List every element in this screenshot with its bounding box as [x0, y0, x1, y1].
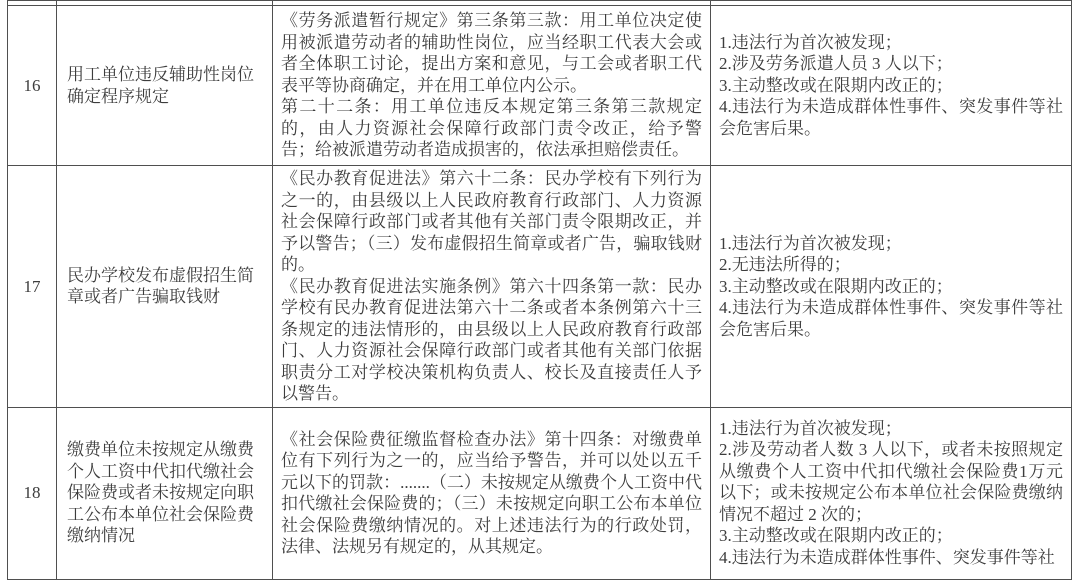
condition-item: 3.主动整改或在限期内改正的；: [719, 526, 953, 546]
table-row: [8, 407, 1072, 579]
condition-item: 1.违法行为首次被发现；: [719, 32, 902, 52]
legal-basis-paragraph: 《民办教育促进法》第六十二条：民办学校有下列行为之一的，由县级以上人民政府教育行政部门、人力资源社会保障行政部门或者其他有关部门责令限期改正，并予以警告；（三）发布虚假招生简章或者广告，骗取钱财的。: [281, 169, 702, 274]
legal-basis-cell: [273, 407, 711, 579]
table-row: [8, 6, 1072, 166]
violation-cell: 用工单位违反辅助性岗位确定程序规定: [57, 6, 273, 166]
row-number-cell: 16: [8, 6, 57, 166]
table-row: [8, 166, 1072, 408]
legal-basis-cell: [273, 6, 711, 166]
condition-item: 3.主动整改或在限期内改正的；: [719, 75, 953, 95]
condition-item: 4.违法行为未造成群体性事件、突发事件等社: [719, 547, 1055, 567]
condition-item: 2.无违法所得的；: [719, 255, 851, 274]
row-number-cell: 18: [8, 407, 57, 579]
legal-basis-cell: [273, 166, 711, 408]
violation-cell: 民办学校发布虚假招生简章或者广告骗取钱财: [57, 166, 273, 408]
legal-basis-paragraph: 《社会保险费征缴监督检查办法》第十四条：对缴费单位有下列行为之一的，应当给予警告，并可以处以五千元以下的罚款：.......（二）未按规定从缴费个人工资中代扣代缴社会保险费的；（三）未按规定向职工公布本单位社会保险费缴纳情况的。对上述违法行为的行政处罚，法律、法规另有规定的，从其规定。: [281, 429, 702, 556]
condition-item: 4.违法行为未造成群体性事件、突发事件等社会危害后果。: [719, 97, 1063, 138]
row-number-cell: 17: [8, 166, 57, 408]
conditions-cell: [711, 407, 1072, 579]
condition-item: 2.涉及劳动者人数 3 人以下，或者未按照规定从缴费个人工资中代扣代缴社会保险费1万元以下；或未按规定公布本单位社会保险费缴纳情况不超过 2 次的；: [719, 440, 1063, 524]
penalty-table: [7, 0, 1072, 580]
violation-cell: 缴费单位未按规定从缴费个人工资中代扣代缴社会保险费或者未按规定向职工公布本单位社会保险费缴纳情况: [57, 407, 273, 579]
condition-item: 1.违法行为首次被发现；: [719, 233, 902, 253]
condition-item: 2.涉及劳务派遣人员 3 人以下；: [719, 54, 953, 74]
legal-basis-paragraph: 第二十二条：用工单位违反本规定第三条第三款规定的，由人力资源社会保障行政部门责令改正，给予警告；给被派遣劳动者造成损害的，依法承担赔偿责任。: [281, 97, 702, 160]
condition-item: 1.违法行为首次被发现；: [719, 418, 902, 438]
condition-item: 3.主动整改或在限期内改正的；: [719, 276, 953, 296]
conditions-cell: [711, 6, 1072, 166]
condition-item: 4.违法行为未造成群体性事件、突发事件等社会危害后果。: [719, 298, 1063, 339]
legal-basis-paragraph: 《劳务派遣暂行规定》第三条第三款：用工单位决定使用被派遣劳动者的辅助性岗位，应当经职工代表大会或者全体职工讨论，提出方案和意见，与工会或者职工代表平等协商确定，并在用工单位内公示。: [281, 11, 702, 95]
legal-basis-paragraph: 《民办教育促进法实施条例》第六十四条第一款：民办学校有民办教育促进法第六十二条或者本条例第六十三条规定的违法情形的，由县级以上人民政府教育行政部门、人力资源社会保障行政部门或者其他有关部门依据职责分工对学校决策机构负责人、校长及直接责任人予以警告。: [281, 276, 702, 403]
conditions-cell: [711, 166, 1072, 408]
